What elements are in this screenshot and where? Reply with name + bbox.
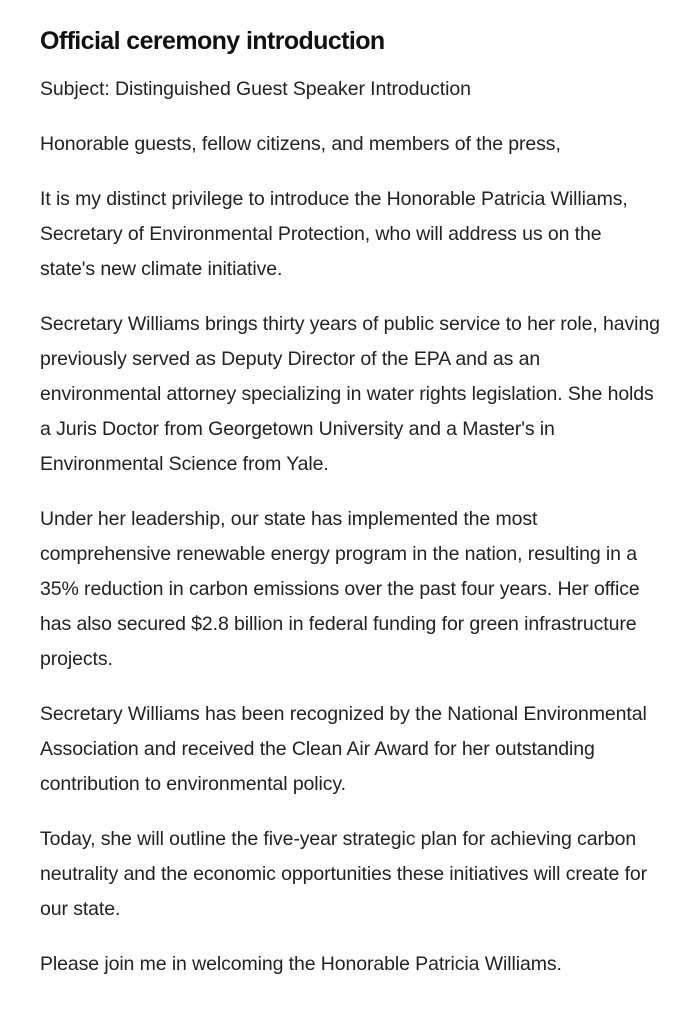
document-title: Official ceremony introduction bbox=[40, 27, 385, 55]
paragraph-recognition: Secretary Williams has been recognized by the National Environmental Association and received the Clean Air Award for her outstanding contribution to environmental policy. bbox=[40, 703, 647, 795]
paragraph-closing: Please join me in welcoming the Honorable Patricia Williams. bbox=[40, 953, 562, 975]
subject-line: Subject: Distinguished Guest Speaker Introduction bbox=[40, 78, 471, 100]
paragraph-agenda: Today, she will outline the five-year strategic plan for achieving carbon neutrality and the economic opportunities these initiatives will create for our state. bbox=[40, 828, 648, 920]
paragraph-introduction: It is my distinct privilege to introduce the Honorable Patricia Williams, Secretary of Environmental Protection, who will address us on the state's new climate initiative. bbox=[40, 188, 628, 280]
paragraph-achievements: Under her leadership, our state has implemented the most comprehensive renewable energy program in the nation, resulting in a 35% reduction in carbon emissions over the past four years. Her office has also secured $2.8 billion in federal funding for green infrastructure projects. bbox=[40, 508, 640, 670]
paragraph-background: Secretary Williams brings thirty years of public service to her role, having previously served as Deputy Director of the EPA and as an environmental attorney specializing in water rights legislation. She holds a Juris Doctor from Georgetown University and a Master's in Environmental Science from Yale. bbox=[40, 313, 660, 475]
paragraph-salutation: Honorable guests, fellow citizens, and members of the press, bbox=[40, 133, 561, 155]
